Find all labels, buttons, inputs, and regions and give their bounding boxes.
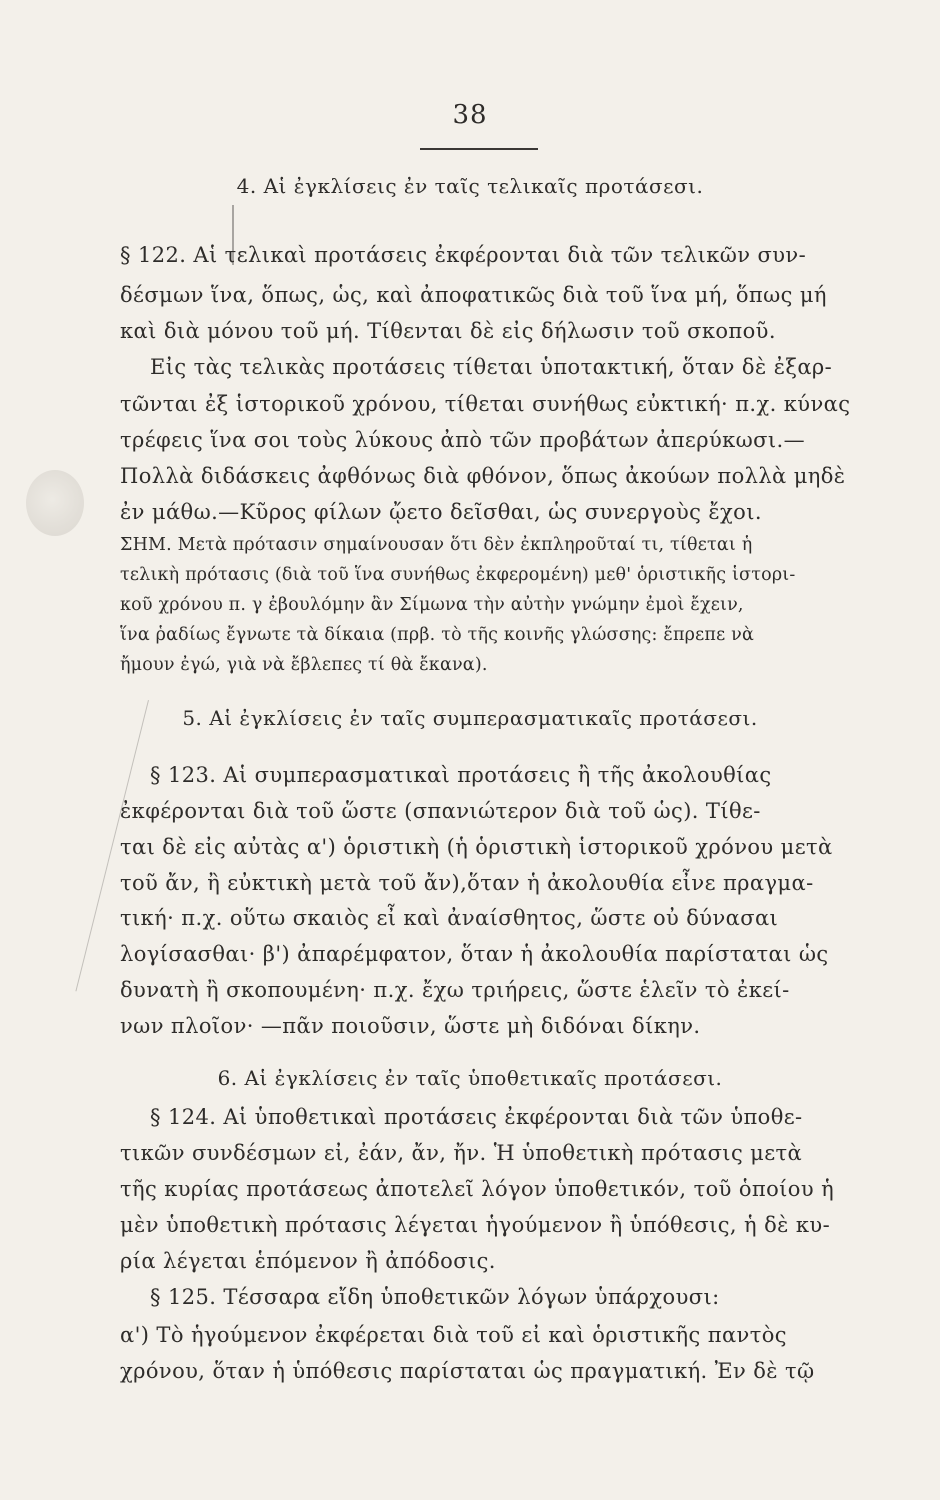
page-number-rule	[420, 148, 538, 150]
text-line: τρέφεις ἵνα σοι τοὺς λύκους ἀπὸ τῶν προβάτων ἀπερύκωσι.—	[120, 428, 805, 452]
text-line: ται δὲ εἰς αὐτὰς α') ὁριστικὴ (ἡ ὁριστικὴ ἱστορικοῦ χρόνου μετὰ	[120, 835, 833, 859]
heading-section-4: 4. Αἱ ἐγκλίσεις ἐν ταῖς τελικαῖς προτάσεσι.	[236, 174, 704, 198]
text-line: τική· π.χ. οὕτω σκαιὸς εἶ καὶ ἀναίσθητος, ὥστε οὐ δύνασαι	[120, 906, 779, 930]
text-line: τοῦ ἄν, ἢ εὐκτικὴ μετὰ τοῦ ἄν),ὅταν ἡ ἀκολουθία εἶνε πραγμα-	[120, 871, 814, 895]
note-line: τελικὴ πρότασις (διὰ τοῦ ἵνα συνήθως ἐκφερομένη) μεθ' ὁριστικῆς ἱστορι-	[120, 565, 796, 585]
text-line: § 123. Αἱ συμπερασματικαὶ προτάσεις ἢ τῆς ἀκολουθίας	[150, 763, 772, 787]
heading-section-6: 6. Αἱ ἐγκλίσεις ἐν ταῖς ὑποθετικαῖς προτάσεσι.	[217, 1066, 723, 1090]
heading-section-5: 5. Αἱ ἐγκλίσεις ἐν ταῖς συμπερασματικαῖς προτάσεσι.	[182, 706, 758, 730]
text-line: Εἰς τὰς τελικὰς προτάσεις τίθεται ὑποτακτική, ὅταν δὲ ἐξαρ-	[150, 355, 833, 379]
text-line: δέσμων ἵνα, ὅπως, ὡς, καὶ ἀποφατικῶς διὰ τοῦ ἵνα μή, ὅπως μή	[120, 283, 827, 307]
text-line: τικῶν συνδέσμων εἰ, ἐάν, ἄν, ἤν. Ἡ ὑποθετικὴ πρότασις μετὰ	[120, 1141, 803, 1165]
binding-hole	[26, 470, 84, 536]
text-line: ἐκφέρονται διὰ τοῦ ὥστε (σπανιώτερον διὰ τοῦ ὡς). Τίθε-	[120, 799, 761, 823]
note-line: κοῦ χρόνου π. γ ἐβουλόμην ἂν Σίμωνα τὴν αὐτὴν γνώμην ἐμοὶ ἔχειν,	[120, 595, 744, 615]
text-line: λογίσασθαι· β') ἀπαρέμφατον, ὅταν ἡ ἀκολουθία παρίσταται ὡς	[120, 942, 829, 966]
text-line: καὶ διὰ μόνου τοῦ μή. Τίθενται δὲ εἰς δήλωσιν τοῦ σκοποῦ.	[120, 319, 776, 343]
text-line: § 125. Τέσσαρα εἴδη ὑποθετικῶν λόγων ὑπάρχουσι:	[150, 1285, 720, 1309]
text-line: τῶνται ἐξ ἱστορικοῦ χρόνου, τίθεται συνήθως εὐκτική· π.χ. κύνας	[120, 392, 851, 416]
text-line: α') Τὸ ἡγούμενον ἐκφέρεται διὰ τοῦ εἰ καὶ ὁριστικῆς παντὸς	[120, 1323, 787, 1347]
page-number: 38	[452, 100, 488, 130]
note-line: ἤμουν ἐγώ, γιὰ νὰ ἔβλεπες τί θὰ ἔκανα).	[120, 655, 488, 675]
text-line: τῆς κυρίας προτάσεως ἀποτελεῖ λόγον ὑποθετικόν, τοῦ ὁποίου ἡ	[120, 1177, 835, 1201]
note-line: ἵνα ῥαδίως ἔγνωτε τὰ δίκαια (πρβ. τὸ τῆς κοινῆς γλώσσης: ἔπρεπε νὰ	[120, 625, 755, 645]
text-line: § 122. Αἱ τελικαὶ προτάσεις ἐκφέρονται διὰ τῶν τελικῶν συν-	[120, 243, 807, 267]
text-line: ἐν μάθω.—Κῦρος φίλων ᾤετο δεῖσθαι, ὡς συνεργοὺς ἔχοι.	[120, 500, 762, 524]
note-line: ΣΗΜ. Μετὰ πρότασιν σημαίνουσαν ὅτι δὲν ἐκπληροῦταί τι, τίθεται ἡ	[120, 535, 753, 555]
text-line: νων πλοῖον· —πᾶν ποιοῦσιν, ὥστε μὴ διδόναι δίκην.	[120, 1014, 701, 1038]
text-line: χρόνου, ὅταν ἡ ὑπόθεσις παρίσταται ὡς πραγματική. Ἐν δὲ τῷ	[120, 1359, 815, 1383]
text-line: μὲν ὑποθετικὴ πρότασις λέγεται ἡγούμενον ἢ ὑπόθεσις, ἡ δὲ κυ-	[120, 1213, 831, 1237]
text-line: δυνατὴ ἢ σκοπουμένη· π.χ. ἔχω τριήρεις, ὥστε ἑλεῖν τὸ ἐκεί-	[120, 978, 790, 1002]
text-line: § 124. Αἱ ὑποθετικαὶ προτάσεις ἐκφέρονται διὰ τῶν ὑποθε-	[150, 1105, 803, 1129]
text-line: Πολλὰ διδάσκεις ἀφθόνως διὰ φθόνον, ὅπως ἀκούων πολλὰ μηδὲ	[120, 464, 846, 488]
text-line: ρία λέγεται ἑπόμενον ἢ ἀπόδοσις.	[120, 1249, 496, 1273]
